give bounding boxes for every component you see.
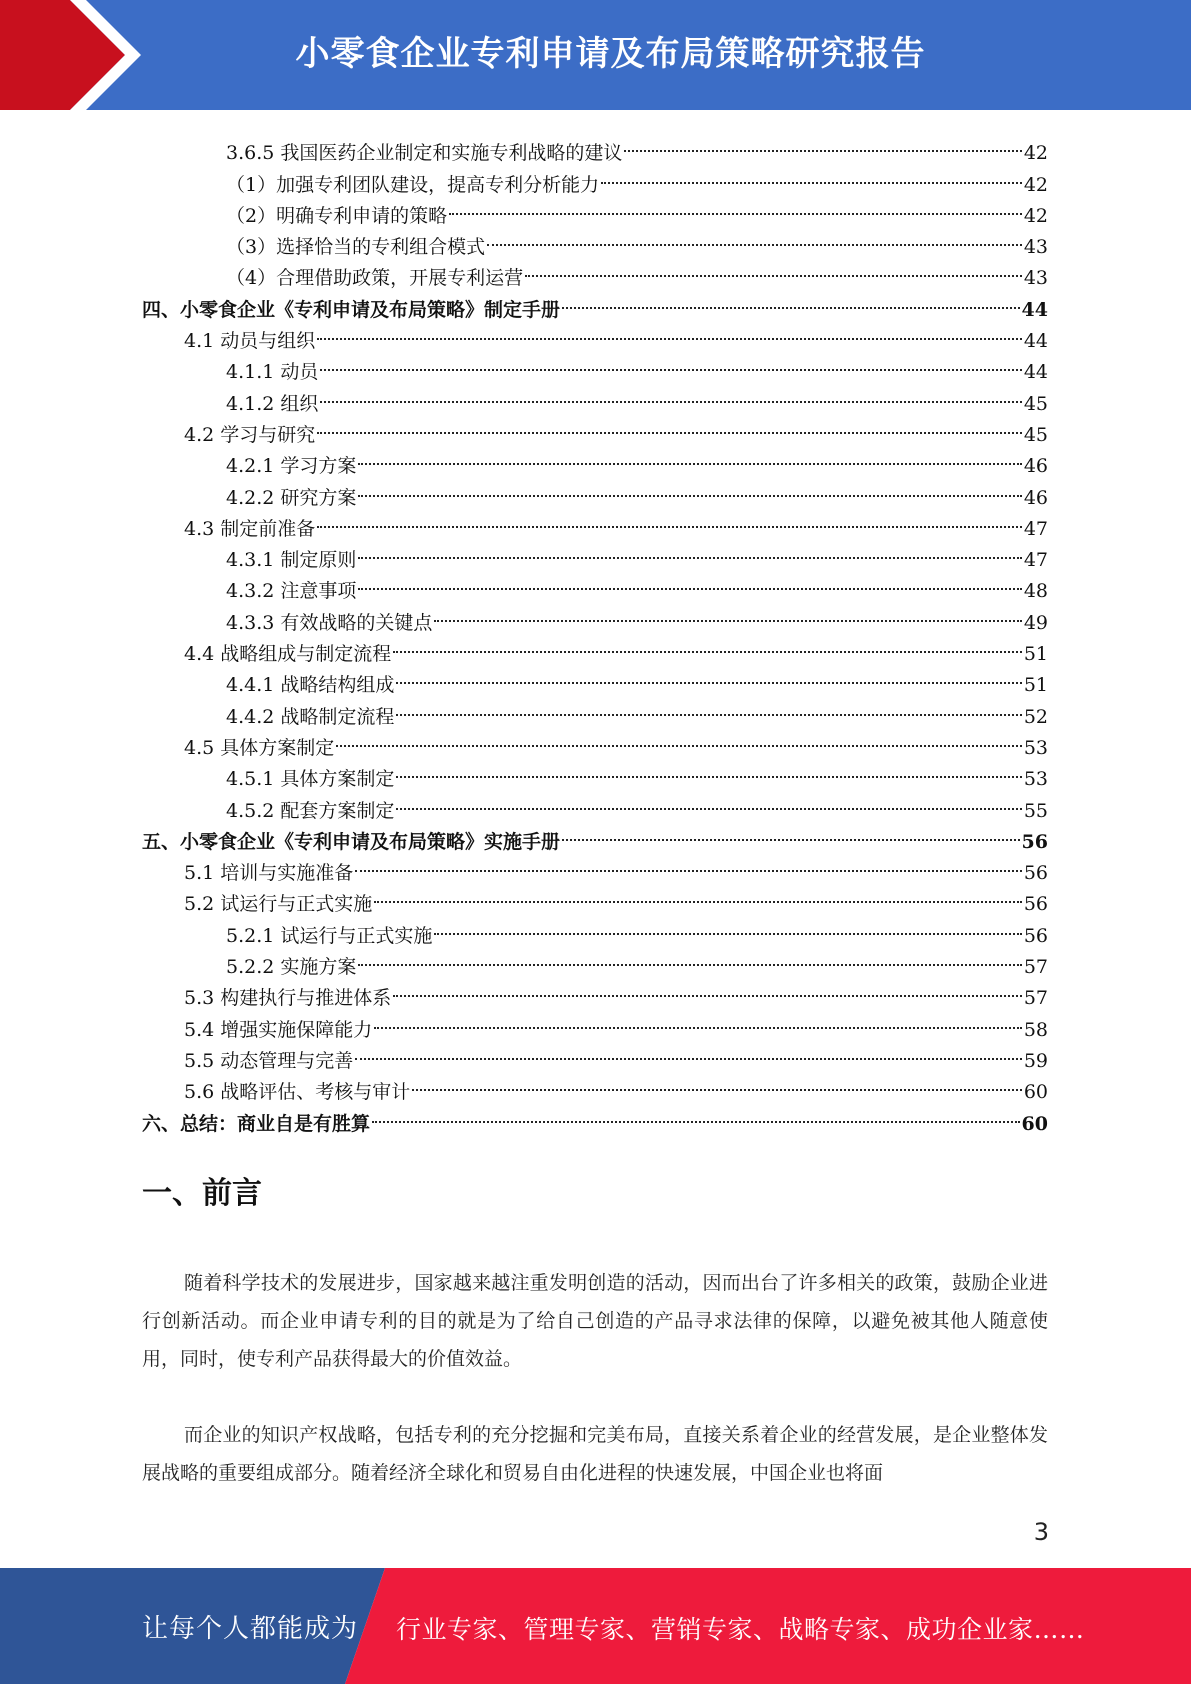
- toc-dot-leader: [320, 378, 1021, 409]
- toc-entry[interactable]: [142, 817, 1048, 853]
- toc-dot-leader: [358, 942, 1021, 973]
- toc-dot-leader: [396, 785, 1021, 816]
- section-heading: 一、前言: [142, 1176, 262, 1211]
- toc-entry-page: 46: [1023, 486, 1048, 509]
- body-paragraph: 而企业的知识产权战略，包括专利的充分挖掘和完美布局，直接关系着企业的经营发展，是企业整体发展战略的重要组成部分。随着经济全球化和贸易自由化进程的快速发展，中国企业也将面: [142, 1424, 1048, 1484]
- toc-entry[interactable]: [142, 691, 1048, 728]
- toc-entry-page: 57: [1023, 956, 1048, 979]
- toc-entry-title: 4.5.1 具体方案制定: [226, 768, 395, 791]
- toc-entry-page: 45: [1023, 423, 1048, 446]
- toc-entry[interactable]: [142, 910, 1048, 947]
- toc-entry-page: 56: [1023, 893, 1048, 916]
- toc-entry-page: 57: [1023, 987, 1048, 1010]
- toc-entry[interactable]: [142, 410, 1048, 446]
- toc-entry-title: 4.1.1 动员: [226, 361, 319, 384]
- toc-dot-leader: [355, 848, 1022, 879]
- toc-dot-leader: [317, 410, 1022, 441]
- toc-entry-page: 42: [1023, 204, 1048, 227]
- toc-dot-leader: [434, 910, 1021, 941]
- toc-dot-leader: [355, 1036, 1022, 1067]
- toc-entry-title: 4.1.2 组织: [226, 392, 319, 415]
- toc-entry[interactable]: [142, 316, 1048, 353]
- toc-dot-leader: [562, 284, 1020, 315]
- toc-dot-leader: [358, 535, 1021, 566]
- toc-entry-title: 5.5 动态管理与完善: [184, 1049, 354, 1072]
- toc-entry-page: 58: [1023, 1018, 1048, 1041]
- toc-dot-leader: [317, 504, 1022, 535]
- toc-entry[interactable]: [142, 504, 1048, 540]
- toc-entry-title: 4.3 制定前准备: [184, 517, 316, 540]
- toc-entry-title: （3）选择恰当的专利组合模式: [226, 236, 486, 259]
- toc-dot-leader: [525, 253, 1022, 284]
- toc-entry-title: 4.2.1 学习方案: [226, 455, 357, 478]
- body-paragraph: 随着科学技术的发展进步，国家越来越注重发明创造的活动，因而出台了许多相关的政策，鼓励企业进行创新活动。而企业申请专利的目的就是为了给自己创造的产品寻求法律的保障，以避免被其他人随意使用，同时，使专利产品获得最大的价值效益。: [142, 1272, 1048, 1370]
- toc-entry[interactable]: [142, 472, 1048, 509]
- document-title: 小零食企业专利申请及布局策略研究报告: [295, 34, 926, 74]
- toc-entry-title: 四、小零食企业《专利申请及布局策略》制定手册: [142, 298, 561, 321]
- toc-entry-page: 47: [1023, 517, 1048, 540]
- toc-entry-page: 47: [1023, 549, 1048, 572]
- toc-entry-title: （4）合理借助政策，开展专利运营: [226, 267, 524, 290]
- toc-entry[interactable]: [142, 378, 1048, 415]
- toc-entry[interactable]: [142, 629, 1048, 666]
- toc-entry-page: 55: [1023, 799, 1048, 822]
- toc-dot-leader: [372, 1098, 1020, 1129]
- toc-entry-page: 56: [1021, 830, 1048, 853]
- toc-entry-page: 43: [1023, 267, 1048, 290]
- toc-dot-leader: [358, 472, 1021, 503]
- toc-entry[interactable]: [142, 222, 1048, 259]
- toc-entry-title: 4.2.2 研究方案: [226, 486, 357, 509]
- toc-entry[interactable]: [142, 754, 1048, 791]
- toc-dot-leader: [412, 1067, 1022, 1098]
- toc-dot-leader: [336, 723, 1022, 754]
- toc-dot-leader: [396, 754, 1021, 785]
- toc-entry[interactable]: [142, 159, 1048, 196]
- toc-entry[interactable]: [142, 566, 1048, 603]
- toc-entry-title: 4.3.1 制定原则: [226, 549, 357, 572]
- page-number: 3: [1033, 1518, 1049, 1546]
- toc-entry[interactable]: [142, 848, 1048, 885]
- toc-dot-leader: [358, 566, 1021, 597]
- toc-entry-page: 51: [1023, 643, 1048, 666]
- toc-entry-page: 44: [1021, 298, 1048, 321]
- toc-entry-page: 43: [1023, 236, 1048, 259]
- toc-entry[interactable]: [142, 535, 1048, 572]
- toc-dot-leader: [562, 817, 1020, 848]
- toc-entry[interactable]: [142, 284, 1048, 321]
- toc-entry-title: 5.2.2 实施方案: [226, 956, 357, 979]
- toc-entry-page: 44: [1023, 330, 1048, 353]
- toc-dot-leader: [601, 159, 1022, 190]
- toc-entry-page: 52: [1023, 705, 1048, 728]
- toc-entry-page: 53: [1023, 736, 1048, 759]
- toc-entry-page: 59: [1023, 1049, 1048, 1072]
- toc-entry-page: 56: [1023, 862, 1048, 885]
- page-footer: [0, 1568, 1191, 1684]
- toc-entry[interactable]: [142, 785, 1048, 822]
- toc-entry[interactable]: [142, 597, 1048, 634]
- toc-entry-title: 5.3 构建执行与推进体系: [184, 987, 392, 1010]
- toc-entry-page: 51: [1023, 674, 1048, 697]
- toc-entry-title: 4.5.2 配套方案制定: [226, 799, 395, 822]
- toc-entry-page: 45: [1023, 392, 1048, 415]
- toc-entry[interactable]: [142, 973, 1048, 1010]
- toc-entry-title: 5.4 增强实施保障能力: [184, 1018, 373, 1041]
- toc-entry-title: 五、小零食企业《专利申请及布局策略》实施手册: [142, 830, 561, 853]
- toc-entry[interactable]: [142, 253, 1048, 290]
- toc-entry[interactable]: [142, 347, 1048, 384]
- footer-slogan-left: 让每个人都能成为: [142, 1614, 359, 1644]
- toc-entry-page: 46: [1023, 455, 1048, 478]
- table-of-contents: [142, 128, 1048, 1135]
- toc-dot-leader: [317, 316, 1022, 347]
- page-header: [0, 0, 1191, 110]
- toc-dot-leader: [320, 347, 1021, 378]
- toc-dot-leader: [374, 1004, 1022, 1035]
- toc-entry-title: 4.2 学习与研究: [184, 423, 316, 446]
- toc-entry-page: 42: [1023, 142, 1048, 165]
- toc-dot-leader: [434, 597, 1021, 628]
- toc-dot-leader: [449, 191, 1022, 222]
- toc-entry[interactable]: [142, 660, 1048, 697]
- toc-entry-title: 4.1 动员与组织: [184, 330, 316, 353]
- toc-dot-leader: [396, 660, 1021, 691]
- toc-entry-page: 42: [1023, 173, 1048, 196]
- toc-entry[interactable]: [142, 942, 1048, 979]
- toc-entry-title: （2）明确专利申请的策略: [226, 204, 448, 227]
- toc-entry-page: 44: [1023, 361, 1048, 384]
- toc-entry-page: 60: [1021, 1112, 1048, 1135]
- toc-entry-title: 4.5 具体方案制定: [184, 736, 335, 759]
- toc-entry[interactable]: [142, 1067, 1048, 1104]
- toc-entry-title: 5.1 培训与实施准备: [184, 862, 354, 885]
- toc-dot-leader: [487, 222, 1022, 253]
- toc-entry[interactable]: [142, 191, 1048, 227]
- toc-entry[interactable]: [142, 1036, 1048, 1072]
- toc-dot-leader: [624, 128, 1021, 159]
- toc-entry-page: 60: [1023, 1081, 1048, 1104]
- toc-entry-page: 56: [1023, 924, 1048, 947]
- footer-slogan-right: 行业专家、管理专家、营销专家、战略专家、成功企业家……: [396, 1615, 1085, 1644]
- toc-entry-page: 53: [1023, 768, 1048, 791]
- toc-entry[interactable]: [142, 128, 1048, 165]
- toc-entry-page: 48: [1023, 580, 1048, 603]
- toc-entry-title: 5.2 试运行与正式实施: [184, 893, 373, 916]
- toc-entry-title: 4.4.2 战略制定流程: [226, 705, 395, 728]
- toc-dot-leader: [393, 629, 1022, 660]
- toc-entry[interactable]: [142, 1098, 1048, 1135]
- toc-dot-leader: [396, 691, 1021, 722]
- toc-entry-title: 4.3.2 注意事项: [226, 580, 357, 603]
- toc-entry[interactable]: [142, 441, 1048, 478]
- toc-dot-leader: [393, 973, 1022, 1004]
- toc-entry-title: 4.4 战略组成与制定流程: [184, 643, 392, 666]
- toc-entry-title: 5.2.1 试运行与正式实施: [226, 924, 433, 947]
- toc-entry[interactable]: [142, 1004, 1048, 1041]
- toc-entry-title: （1）加强专利团队建设，提高专利分析能力: [226, 173, 600, 196]
- toc-entry-title: 3.6.5 我国医药企业制定和实施专利战略的建议: [226, 142, 623, 165]
- toc-entry[interactable]: [142, 879, 1048, 916]
- toc-entry-title: 4.3.3 有效战略的关键点: [226, 611, 433, 634]
- toc-entry[interactable]: [142, 723, 1048, 759]
- toc-dot-leader: [358, 441, 1021, 472]
- toc-entry-title: 4.4.1 战略结构组成: [226, 674, 395, 697]
- toc-entry-title: 六、总结：商业自是有胜算: [142, 1112, 371, 1135]
- toc-entry-title: 5.6 战略评估、考核与审计: [184, 1081, 411, 1104]
- toc-entry-page: 49: [1023, 611, 1048, 634]
- toc-dot-leader: [374, 879, 1022, 910]
